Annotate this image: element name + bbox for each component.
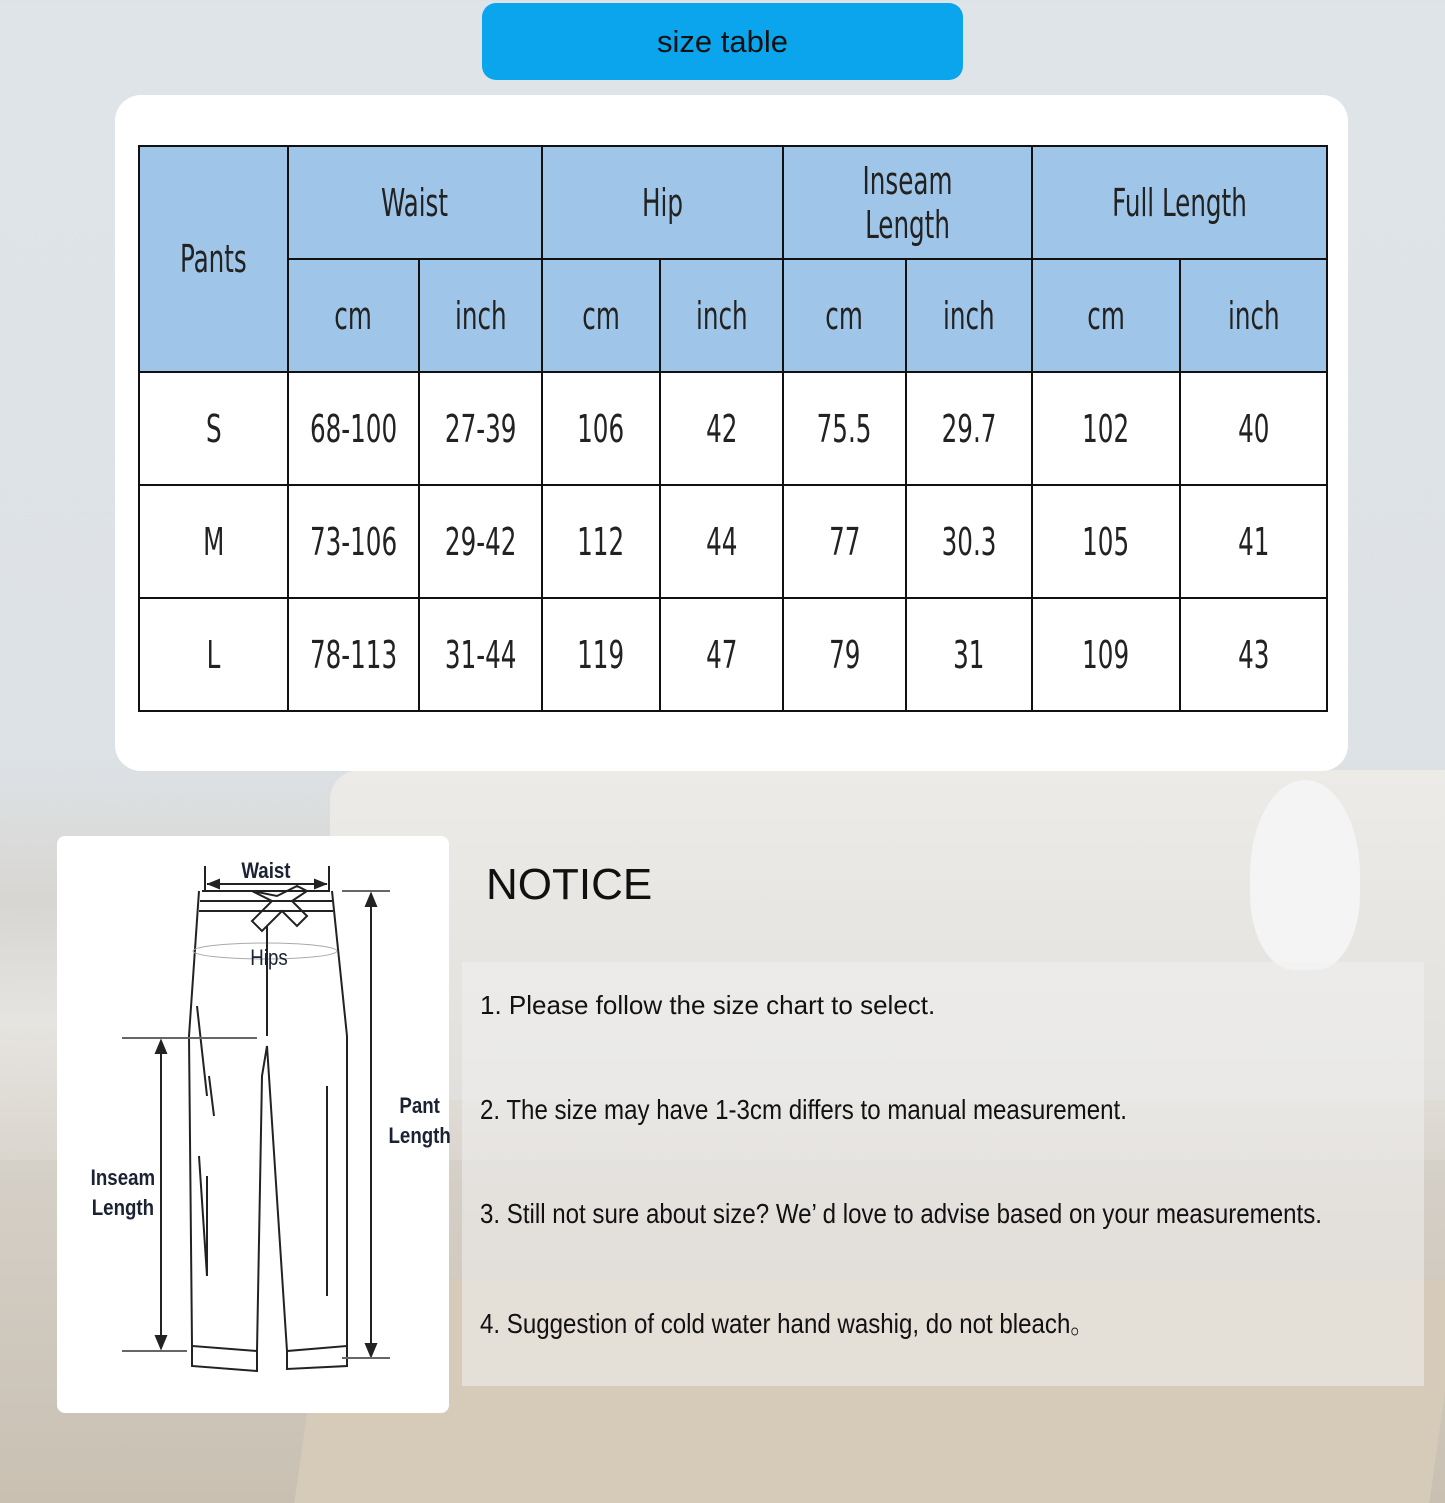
hips-label: Hips xyxy=(250,945,288,970)
value-cell: 106 xyxy=(542,372,660,485)
value-cell: 27-39 xyxy=(419,372,542,485)
header-inseam-length: Inseam Length xyxy=(783,146,1032,259)
value-cell: 29.7 xyxy=(906,372,1032,485)
table-row xyxy=(139,485,1327,598)
value-cell: 40 xyxy=(1180,372,1327,485)
header-waist: Waist xyxy=(288,146,542,259)
value-cell: 102 xyxy=(1032,372,1180,485)
unit-header: cm xyxy=(542,259,660,372)
unit-header: inch xyxy=(1180,259,1327,372)
value-cell: 78-113 xyxy=(288,598,419,711)
table-row xyxy=(139,372,1327,485)
value-cell: 30.3 xyxy=(906,485,1032,598)
pant-length-label: Pant Length xyxy=(388,1093,451,1148)
unit-header: inch xyxy=(906,259,1032,372)
value-cell: 112 xyxy=(542,485,660,598)
value-cell: 109 xyxy=(1032,598,1180,711)
unit-header: cm xyxy=(1032,259,1180,372)
value-cell: 47 xyxy=(660,598,783,711)
header-pants: Pants xyxy=(139,146,288,372)
value-cell: 68-100 xyxy=(288,372,419,485)
notice-item-4: 4. Suggestion of cold water hand washig, do not bleach。 xyxy=(480,1308,1095,1339)
value-cell: 31 xyxy=(906,598,1032,711)
size-cell: S xyxy=(139,372,288,485)
value-cell: 43 xyxy=(1180,598,1327,711)
value-cell: 105 xyxy=(1032,485,1180,598)
size-cell: M xyxy=(139,485,288,598)
value-cell: 79 xyxy=(783,598,906,711)
value-cell: 31-44 xyxy=(419,598,542,711)
value-cell: 29-42 xyxy=(419,485,542,598)
value-cell: 119 xyxy=(542,598,660,711)
notice-title: NOTICE xyxy=(486,860,653,909)
size-cell: L xyxy=(139,598,288,711)
value-cell: 75.5 xyxy=(783,372,906,485)
size-table-title: size table xyxy=(482,3,963,80)
table-row xyxy=(139,598,1327,711)
notice-item-2: 2. The size may have 1-3cm differs to manual measurement. xyxy=(480,1094,1127,1125)
inseam-length-label: Inseam Length xyxy=(90,1165,156,1220)
header-hip: Hip xyxy=(542,146,783,259)
pants-measurement-diagram xyxy=(57,836,449,1413)
size-table xyxy=(138,145,1328,712)
unit-header: cm xyxy=(783,259,906,372)
background-vase xyxy=(1250,780,1360,970)
header-full-length: Full Length xyxy=(1032,146,1327,259)
unit-header: cm xyxy=(288,259,419,372)
notice-item-3: 3. Still not sure about size? We’ d love to advise based on your measurements. xyxy=(480,1198,1322,1229)
value-cell: 41 xyxy=(1180,485,1327,598)
value-cell: 44 xyxy=(660,485,783,598)
notice-item-1: 1. Please follow the size chart to select. xyxy=(480,990,936,1020)
value-cell: 73-106 xyxy=(288,485,419,598)
unit-header: inch xyxy=(419,259,542,372)
value-cell: 77 xyxy=(783,485,906,598)
value-cell: 42 xyxy=(660,372,783,485)
unit-header: inch xyxy=(660,259,783,372)
waist-label: Waist xyxy=(241,858,291,883)
